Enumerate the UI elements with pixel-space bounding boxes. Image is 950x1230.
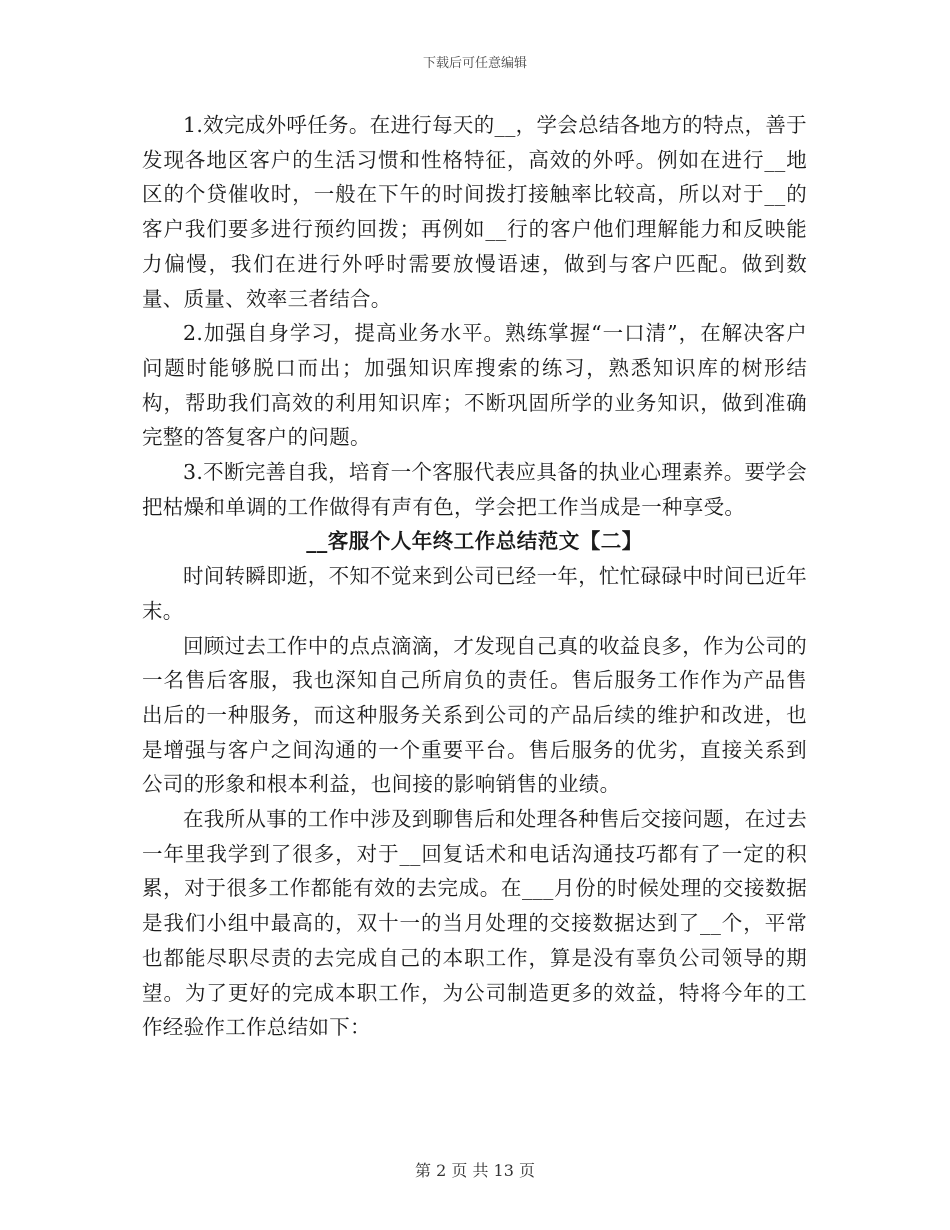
page-number: 第 2 页 共 13 页 (415, 1161, 535, 1180)
document-body (142, 108, 807, 1045)
paragraph-intro: 时间转瞬即逝，不知不觉来到公司已经一年，忙忙碌碌中时间已近年末。 (142, 564, 807, 623)
paragraph-review: 回顾过去工作中的点点滴滴，才发现自己真的收益良多，作为公司的一名售后客服，我也深知自己所肩负的责任。售后服务工作作为产品售出后的一种服务，而这种服务关系到公司的产品后续的维护和改进，也是增强与客户之间沟通的一个重要平台。售后服务的优劣，直接关系到公司的形象和根本利益，也间接的影响销售的业绩。 (142, 633, 807, 797)
paragraph-item-1: 1.效完成外呼任务。在进行每天的__，学会总结各地方的特点，善于发现各地区客户的生活习惯和性格特征，高效的外呼。例如在进行__地区的个贷催收时，一般在下午的时间拨打接触率比较高，所以对于__的客户我们要多进行预约回拨；再例如__行的客户他们理解能力和反映能力偏慢，我们在进行外呼时需要放慢语速，做到与客户匹配。做到数量、质量、效率三者结合。 (142, 113, 807, 311)
paragraph-item-2: 2.加强自身学习，提高业务水平。熟练掌握“一口清”，在解决客户问题时能够脱口而出；加强知识库搜索的练习，熟悉知识库的树形结构，帮助我们高效的利用知识库；不断巩固所学的业务知识，做到准确完整的答复客户的问题。 (142, 321, 807, 450)
paragraph-experience: 在我所从事的工作中涉及到聊售后和处理各种售后交接问题，在过去一年里我学到了很多，对于__回复话术和电话沟通技巧都有了一定的积累，对于很多工作都能有效的去完成。在___月份的时候处理的交接数据是我们小组中最高的，双十一的当月处理的交接数据达到了__个，平常也都能尽职尽责的去完成自己的本职工作，算是没有辜负公司领导的期望。为了更好的完成本职工作，为公司制造更多的效益，特将今年的工作经验作工作总结如下： (142, 807, 807, 1040)
page-header: 下载后可任意编辑 (422, 56, 527, 71)
paragraph-item-3: 3.不断完善自我，培育一个客服代表应具备的执业心理素养。要学会把枯燥和单调的工作做得有声有色，学会把工作当成是一种享受。 (142, 460, 807, 519)
section-title: __客服个人年终工作总结范文【二】 (306, 529, 643, 554)
